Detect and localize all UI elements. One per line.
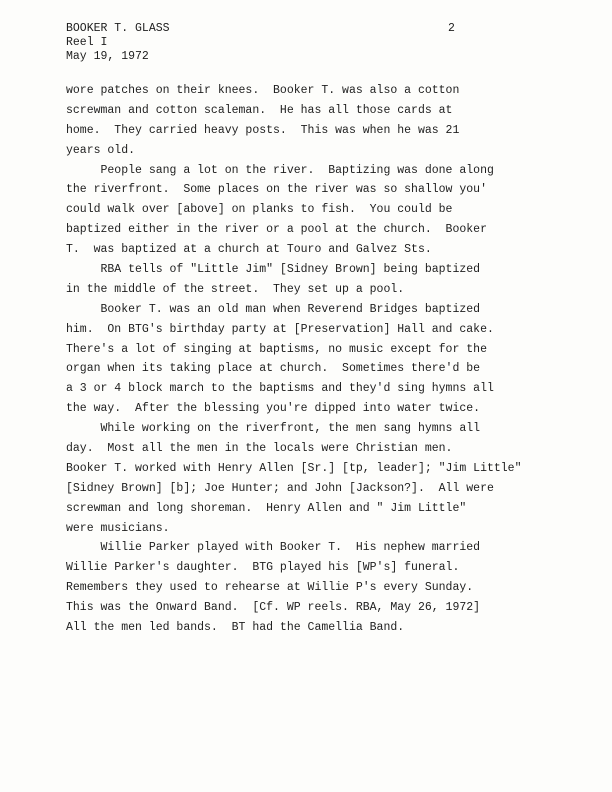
text-line: T. was baptized at a church at Touro and Galvez Sts.	[66, 243, 432, 257]
text-line: the way. After the blessing you're dipped into water twice.	[66, 402, 481, 416]
text-line: Willie Parker played with Booker T. His nephew married	[66, 541, 481, 555]
text-line: Remembers they used to rehearse at Willie P's every Sunday.	[66, 581, 474, 595]
text-line: This was the Onward Band. [Cf. WP reels. RBA, May 26, 1972]	[66, 601, 481, 615]
paragraph	[66, 161, 586, 260]
text-line: were musicians.	[66, 521, 170, 535]
paragraph	[66, 538, 586, 637]
text-line: [Sidney Brown] [b]; Joe Hunter; and John [Jackson?]. All were	[66, 481, 494, 495]
paragraph	[66, 419, 586, 538]
text-line: People sang a lot on the river. Baptizing was done along	[66, 163, 494, 177]
text-line: screwman and long shoreman. Henry Allen and " Jim Little"	[66, 501, 467, 515]
text-line: years old.	[66, 143, 136, 157]
page-header	[66, 22, 170, 64]
paragraph	[66, 81, 586, 161]
paragraph	[66, 300, 586, 419]
interview-date: May 19, 1972	[66, 50, 149, 63]
text-line: a 3 or 4 block march to the baptisms and they'd sing hymns all	[66, 382, 494, 396]
text-line: RBA tells of "Little Jim" [Sidney Brown] being baptized	[66, 263, 481, 277]
paragraph	[66, 260, 586, 300]
text-line: All the men led bands. BT had the Camellia Band.	[66, 621, 405, 635]
text-line: Booker T. worked with Henry Allen [Sr.] [tp, leader]; "Jim Little"	[66, 461, 522, 475]
text-line: While working on the riverfront, the men sang hymns all	[66, 422, 481, 436]
text-line: could walk over [above] on planks to fish. You could be	[66, 203, 453, 217]
text-line: wore patches on their knees. Booker T. was also a cotton	[66, 84, 460, 97]
text-line: in the middle of the street. They set up a pool.	[66, 282, 405, 296]
interviewee-name: BOOKER T. GLASS	[66, 22, 170, 35]
text-line: baptized either in the river or a pool at the church. Booker	[66, 223, 487, 237]
text-line: home. They carried heavy posts. This was when he was 21	[66, 123, 460, 137]
text-line: screwman and cotton scaleman. He has all those cards at	[66, 103, 453, 117]
text-line: him. On BTG's birthday party at [Preservation] Hall and cake.	[66, 322, 494, 336]
transcript-body	[66, 81, 586, 638]
text-line: There's a lot of singing at baptisms, no music except for the	[66, 342, 487, 356]
reel-label: Reel I	[66, 36, 108, 49]
text-line: Booker T. was an old man when Reverend Bridges baptized	[66, 302, 481, 316]
text-line: Willie Parker's daughter. BTG played his [WP's] funeral.	[66, 561, 460, 575]
text-line: day. Most all the men in the locals were Christian men.	[66, 442, 453, 456]
text-line: the riverfront. Some places on the river was so shallow you'	[66, 183, 487, 197]
text-line: organ when its taking place at church. Sometimes there'd be	[66, 362, 481, 376]
page-number: 2	[448, 22, 455, 35]
